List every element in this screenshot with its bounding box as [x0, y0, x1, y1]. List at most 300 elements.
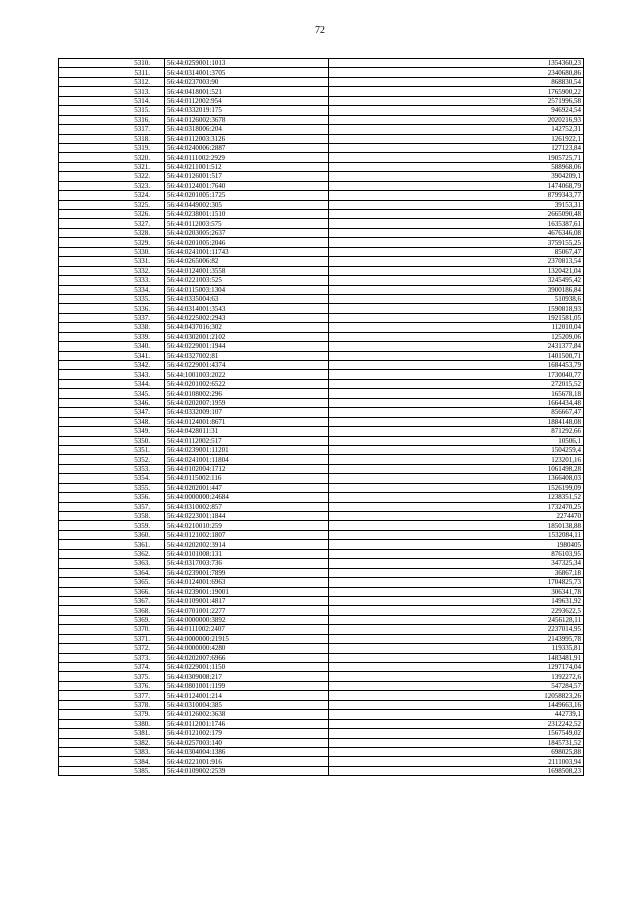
cadastral-number-cell: 56:44:0124001:6963	[165, 578, 329, 587]
table-row	[59, 332, 584, 341]
row-number-cell: 5376.	[59, 681, 165, 690]
cadastral-value-cell: 1684453,79	[329, 361, 584, 370]
row-number-cell: 5311.	[59, 68, 165, 77]
cadastral-value-cell: 2370813,54	[329, 257, 584, 266]
table-row	[59, 578, 584, 587]
cadastral-value-cell: 1884148,08	[329, 417, 584, 426]
cadastral-value-cell: 306341,78	[329, 587, 584, 596]
cadastral-number-cell: 56:44:0801001:1199	[165, 681, 329, 690]
cadastral-number-cell: 56:44:0124001:7640	[165, 181, 329, 190]
row-number-cell: 5357.	[59, 502, 165, 511]
cadastral-value-cell: 3904209,1	[329, 172, 584, 181]
table-row	[59, 219, 584, 228]
table-row	[59, 59, 584, 68]
table-row	[59, 238, 584, 247]
row-number-cell: 5361.	[59, 540, 165, 549]
row-number-cell: 5338.	[59, 323, 165, 332]
cadastral-value-cell: 876103,95	[329, 549, 584, 558]
cadastral-value-cell: 1635387,61	[329, 219, 584, 228]
cadastral-number-cell: 56:44:0418001:521	[165, 87, 329, 96]
cadastral-value-cell: 1698508,23	[329, 766, 584, 775]
table-row	[59, 379, 584, 388]
row-number-cell: 5342.	[59, 361, 165, 370]
cadastral-value-cell: 1392272,6	[329, 672, 584, 681]
table-row	[59, 389, 584, 398]
table-row	[59, 228, 584, 237]
cadastral-value-cell: 1297174,04	[329, 663, 584, 672]
row-number-cell: 5377.	[59, 691, 165, 700]
cadastral-value-cell: 442739,1	[329, 710, 584, 719]
row-number-cell: 5321.	[59, 162, 165, 171]
row-number-cell: 5347.	[59, 408, 165, 417]
table-row	[59, 615, 584, 624]
table-row	[59, 710, 584, 719]
cadastral-number-cell: 56:44:0126002:3678	[165, 115, 329, 124]
cadastral-value-cell: 3245495,42	[329, 276, 584, 285]
table-row	[59, 294, 584, 303]
row-number-cell: 5317.	[59, 125, 165, 134]
row-number-cell: 5367.	[59, 596, 165, 605]
table-row	[59, 125, 584, 134]
table-row	[59, 247, 584, 256]
row-number-cell: 5350.	[59, 436, 165, 445]
cadastral-number-cell: 56:44:0000000:3892	[165, 615, 329, 624]
cadastral-value-cell: 12058823,26	[329, 691, 584, 700]
row-number-cell: 5351.	[59, 445, 165, 454]
row-number-cell: 5332.	[59, 266, 165, 275]
row-number-cell: 5343.	[59, 370, 165, 379]
cadastral-number-cell: 56:44:0238001:1510	[165, 210, 329, 219]
cadastral-number-cell: 56:44:0000000:4280	[165, 644, 329, 653]
cadastral-number-cell: 56:44:0239001:19001	[165, 587, 329, 596]
table-row	[59, 455, 584, 464]
table-row	[59, 625, 584, 634]
cadastral-value-cell: 1401500,71	[329, 351, 584, 360]
table-row	[59, 663, 584, 672]
cadastral-number-cell: 56:44:0310002:857	[165, 502, 329, 511]
cadastral-number-cell: 56:44:0112003:3126	[165, 134, 329, 143]
table-row	[59, 313, 584, 322]
cadastral-number-cell: 56:44:0314001:3543	[165, 304, 329, 313]
row-number-cell: 5320.	[59, 153, 165, 162]
table-row	[59, 134, 584, 143]
table-row	[59, 606, 584, 615]
table-row	[59, 323, 584, 332]
cadastral-number-cell: 56:44:0437016:302	[165, 323, 329, 332]
row-number-cell: 5359.	[59, 521, 165, 530]
row-number-cell: 5337.	[59, 313, 165, 322]
row-number-cell: 5313.	[59, 87, 165, 96]
cadastral-number-cell: 56:44:0112002:954	[165, 96, 329, 105]
table-row	[59, 427, 584, 436]
cadastral-value-cell: 1366408,03	[329, 474, 584, 483]
table-row	[59, 549, 584, 558]
cadastral-value-cell: 510938,6	[329, 294, 584, 303]
cadastral-number-cell: 56:44:0111002:2407	[165, 625, 329, 634]
table-row	[59, 370, 584, 379]
table-row	[59, 596, 584, 605]
row-number-cell: 5365.	[59, 578, 165, 587]
table-row	[59, 200, 584, 209]
row-number-cell: 5312.	[59, 77, 165, 86]
cadastral-value-cell: 142752,31	[329, 125, 584, 134]
table-row	[59, 766, 584, 775]
cadastral-value-cell: 1704825,73	[329, 578, 584, 587]
cadastral-number-cell: 56:44:0240006:2887	[165, 143, 329, 152]
cadastral-value-cell: 2020216,93	[329, 115, 584, 124]
cadastral-number-cell: 56:44:0239001:11201	[165, 445, 329, 454]
row-number-cell: 5372.	[59, 644, 165, 653]
row-number-cell: 5358.	[59, 512, 165, 521]
cadastral-value-cell: 127123,84	[329, 143, 584, 152]
cadastral-value-cell: 547284,57	[329, 681, 584, 690]
row-number-cell: 5324.	[59, 191, 165, 200]
cadastral-number-cell: 56:44:0332019:175	[165, 106, 329, 115]
cadastral-value-cell: 588968,06	[329, 162, 584, 171]
table-row	[59, 276, 584, 285]
row-number-cell: 5371.	[59, 634, 165, 643]
table-row	[59, 445, 584, 454]
cadastral-number-cell: 56:44:0265006:82	[165, 257, 329, 266]
cadastral-number-cell: 56:44:0202007:1959	[165, 398, 329, 407]
cadastral-value-cell: 2111003,94	[329, 757, 584, 766]
table-row	[59, 87, 584, 96]
row-number-cell: 5333.	[59, 276, 165, 285]
cadastral-value-cell: 125209,06	[329, 332, 584, 341]
table-row	[59, 257, 584, 266]
cadastral-number-cell: 56:44:0201005:1725	[165, 191, 329, 200]
table-row	[59, 559, 584, 568]
row-number-cell: 5354.	[59, 474, 165, 483]
cadastral-value-cell: 149631,92	[329, 596, 584, 605]
table-row	[59, 729, 584, 738]
row-number-cell: 5353.	[59, 464, 165, 473]
cadastral-value-cell: 1730040,77	[329, 370, 584, 379]
row-number-cell: 5349.	[59, 427, 165, 436]
cadastral-value-cell: 2456128,11	[329, 615, 584, 624]
page-number: 72	[315, 25, 325, 36]
row-number-cell: 5319.	[59, 143, 165, 152]
table-row	[59, 304, 584, 313]
row-number-cell: 5356.	[59, 493, 165, 502]
cadastral-number-cell: 56:44:0124001:214	[165, 691, 329, 700]
cadastral-number-cell: 56:44:0304004:1386	[165, 747, 329, 756]
row-number-cell: 5362.	[59, 549, 165, 558]
row-number-cell: 5385.	[59, 766, 165, 775]
row-number-cell: 5327.	[59, 219, 165, 228]
cadastral-value-cell: 1061498,28	[329, 464, 584, 473]
table-row	[59, 181, 584, 190]
cadastral-number-cell: 56:44:0101008:131	[165, 549, 329, 558]
table-row	[59, 408, 584, 417]
cadastral-value-cell: 119335,81	[329, 644, 584, 653]
row-number-cell: 5383.	[59, 747, 165, 756]
table-row	[59, 700, 584, 709]
table-row	[59, 747, 584, 756]
row-number-cell: 5346.	[59, 398, 165, 407]
cadastral-number-cell: 56:44:0202001:447	[165, 483, 329, 492]
cadastral-value-cell: 36867,18	[329, 568, 584, 577]
cadastral-number-cell: 56:44:0237003:90	[165, 77, 329, 86]
table-row	[59, 342, 584, 351]
row-number-cell: 5315.	[59, 106, 165, 115]
cadastral-number-cell: 56:44:0241001:11743	[165, 247, 329, 256]
table-row	[59, 77, 584, 86]
cadastral-value-cell: 1567549,02	[329, 729, 584, 738]
table-row	[59, 757, 584, 766]
table-row	[59, 106, 584, 115]
cadastral-number-cell: 56:44:0126001:517	[165, 172, 329, 181]
cadastral-value-cell: 123201,16	[329, 455, 584, 464]
table-row	[59, 540, 584, 549]
cadastral-value-cell: 10506,1	[329, 436, 584, 445]
row-number-cell: 5380.	[59, 719, 165, 728]
cadastral-value-cell: 1664434,48	[329, 398, 584, 407]
table-row	[59, 191, 584, 200]
row-number-cell: 5364.	[59, 568, 165, 577]
row-number-cell: 5334.	[59, 285, 165, 294]
cadastral-number-cell: 56:44:0302001:2102	[165, 332, 329, 341]
cadastral-value-cell: 1532084,11	[329, 530, 584, 539]
table-row	[59, 115, 584, 124]
cadastral-value-cell: 1765900,22	[329, 87, 584, 96]
cadastral-value-cell: 4676346,08	[329, 228, 584, 237]
table-row	[59, 68, 584, 77]
cadastral-number-cell: 56:44:0239001:7899	[165, 568, 329, 577]
cadastral-value-cell: 2340680,86	[329, 68, 584, 77]
cadastral-value-cell: 2312242,52	[329, 719, 584, 728]
cadastral-value-cell: 1980405	[329, 540, 584, 549]
row-number-cell: 5381.	[59, 729, 165, 738]
cadastral-value-cell: 1590818,93	[329, 304, 584, 313]
table-row	[59, 266, 584, 275]
table-row	[59, 172, 584, 181]
cadastral-value-cell: 1504259,4	[329, 445, 584, 454]
cadastral-number-cell: 56:44:0124001:3558	[165, 266, 329, 275]
cadastral-number-cell: 56:44:0126002:3638	[165, 710, 329, 719]
cadastral-number-cell: 56:44:0318006:204	[165, 125, 329, 134]
cadastral-value-cell: 112010,04	[329, 323, 584, 332]
cadastral-number-cell: 56:44:0121002:1807	[165, 530, 329, 539]
cadastral-value-cell: 868830,54	[329, 77, 584, 86]
cadastral-number-cell: 56:44:0201002:6522	[165, 379, 329, 388]
table-row	[59, 738, 584, 747]
cadastral-value-cell: 1921581,05	[329, 313, 584, 322]
cadastral-value-cell: 165678,18	[329, 389, 584, 398]
cadastral-number-cell: 56:44:0111002:2929	[165, 153, 329, 162]
cadastral-number-cell: 56:44:0108002:296	[165, 389, 329, 398]
cadastral-number-cell: 56:44:0115002:116	[165, 474, 329, 483]
cadastral-value-cell: 2143995,78	[329, 634, 584, 643]
table-body	[59, 59, 584, 776]
row-number-cell: 5310.	[59, 59, 165, 68]
table-row	[59, 634, 584, 643]
table-row	[59, 361, 584, 370]
cadastral-number-cell: 56:44:0203005:2637	[165, 228, 329, 237]
cadastral-number-cell: 56:44:0259001:1013	[165, 59, 329, 68]
cadastral-value-cell: 2274470	[329, 512, 584, 521]
table-row	[59, 644, 584, 653]
cadastral-value-cell: 698025,88	[329, 747, 584, 756]
cadastral-number-cell: 56:44:0109001:4817	[165, 596, 329, 605]
cadastral-number-cell: 56:44:0449002:305	[165, 200, 329, 209]
cadastral-value-cell: 2237014,95	[329, 625, 584, 634]
table-row	[59, 285, 584, 294]
table-row	[59, 398, 584, 407]
row-number-cell: 5379.	[59, 710, 165, 719]
table-row	[59, 474, 584, 483]
table-row	[59, 521, 584, 530]
table-row	[59, 153, 584, 162]
row-number-cell: 5355.	[59, 483, 165, 492]
cadastral-value-cell: 2431377,84	[329, 342, 584, 351]
row-number-cell: 5348.	[59, 417, 165, 426]
cadastral-number-cell: 56:44:0221003:525	[165, 276, 329, 285]
cadastral-number-cell: 56:44:0241001:11804	[165, 455, 329, 464]
cadastral-value-cell: 3759155,25	[329, 238, 584, 247]
cadastral-value-cell: 946924,54	[329, 106, 584, 115]
cadastral-value-cell: 8799343,77	[329, 191, 584, 200]
cadastral-value-cell: 1320421,04	[329, 266, 584, 275]
cadastral-value-cell: 2665090,48	[329, 210, 584, 219]
cadastral-value-cell: 39153,31	[329, 200, 584, 209]
cadastral-value-cell: 85067,47	[329, 247, 584, 256]
cadastral-value-cell: 347325,34	[329, 559, 584, 568]
table-row	[59, 493, 584, 502]
cadastral-number-cell: 56:44:0327002:81	[165, 351, 329, 360]
cadastral-number-cell: 56:44:0112002:517	[165, 436, 329, 445]
row-number-cell: 5344.	[59, 379, 165, 388]
table-row	[59, 210, 584, 219]
cadastral-number-cell: 56:44:0701001:2277	[165, 606, 329, 615]
row-number-cell: 5336.	[59, 304, 165, 313]
table-row	[59, 351, 584, 360]
row-number-cell: 5370.	[59, 625, 165, 634]
cadastral-number-cell: 56:44:0257003:140	[165, 738, 329, 747]
cadastral-value-cell: 1449663,16	[329, 700, 584, 709]
table-row	[59, 502, 584, 511]
row-number-cell: 5328.	[59, 228, 165, 237]
table-row	[59, 587, 584, 596]
cadastral-number-cell: 56:44:0229001:1150	[165, 663, 329, 672]
cadastral-number-cell: 56:44:0309008:217	[165, 672, 329, 681]
row-number-cell: 5335.	[59, 294, 165, 303]
cadastral-value-cell: 871292,66	[329, 427, 584, 436]
cadastral-number-cell: 56:44:0317003:736	[165, 559, 329, 568]
cadastral-number-cell: 56:44:0202007:6966	[165, 653, 329, 662]
cadastral-value-cell: 1474068,79	[329, 181, 584, 190]
cadastral-number-cell: 56:44:0229001:1944	[165, 342, 329, 351]
cadastral-number-cell: 56:44:0201005:2046	[165, 238, 329, 247]
cadastral-value-cell: 1261922,1	[329, 134, 584, 143]
cadastral-number-cell: 56:44:0112001:1746	[165, 719, 329, 728]
cadastral-value-cell: 1732470,25	[329, 502, 584, 511]
table-row	[59, 530, 584, 539]
row-number-cell: 5373.	[59, 653, 165, 662]
table-row	[59, 162, 584, 171]
table-row	[59, 143, 584, 152]
table-row	[59, 512, 584, 521]
row-number-cell: 5340.	[59, 342, 165, 351]
row-number-cell: 5366.	[59, 587, 165, 596]
table-row	[59, 417, 584, 426]
row-number-cell: 5330.	[59, 247, 165, 256]
row-number-cell: 5369.	[59, 615, 165, 624]
cadastral-number-cell: 56:44:0310004:385	[165, 700, 329, 709]
cadastral-number-cell: 56:44:0121002:179	[165, 729, 329, 738]
table-row	[59, 483, 584, 492]
cadastral-value-cell: 1905725,71	[329, 153, 584, 162]
cadastral-number-cell: 56:44:0000000:21915	[165, 634, 329, 643]
cadastral-value-cell: 2293622,5	[329, 606, 584, 615]
row-number-cell: 5384.	[59, 757, 165, 766]
row-number-cell: 5360.	[59, 530, 165, 539]
cadastral-number-cell: 56:44:0211001:512	[165, 162, 329, 171]
cadastral-value-cell: 1845731,52	[329, 738, 584, 747]
row-number-cell: 5323.	[59, 181, 165, 190]
table-row	[59, 719, 584, 728]
cadastral-number-cell: 56:44:0335004:63	[165, 294, 329, 303]
table-row	[59, 436, 584, 445]
cadastral-number-cell: 56:44:0221001:916	[165, 757, 329, 766]
cadastral-value-cell: 856667,47	[329, 408, 584, 417]
row-number-cell: 5375.	[59, 672, 165, 681]
row-number-cell: 5374.	[59, 663, 165, 672]
row-number-cell: 5318.	[59, 134, 165, 143]
cadastral-number-cell: 56:44:0112003:575	[165, 219, 329, 228]
cadastral-number-cell: 56:44:0332009:107	[165, 408, 329, 417]
cadastral-value-cell: 1850138,88	[329, 521, 584, 530]
row-number-cell: 5325.	[59, 200, 165, 209]
row-number-cell: 5331.	[59, 257, 165, 266]
cadastral-number-cell: 56:44:0202002:3914	[165, 540, 329, 549]
cadastral-value-cell: 1526199,09	[329, 483, 584, 492]
row-number-cell: 5314.	[59, 96, 165, 105]
row-number-cell: 5363.	[59, 559, 165, 568]
cadastral-number-cell: 56:44:0102004:1712	[165, 464, 329, 473]
table-row	[59, 464, 584, 473]
cadastral-number-cell: 56:44:0223001:1844	[165, 512, 329, 521]
row-number-cell: 5339.	[59, 332, 165, 341]
cadastral-number-cell: 56:44:0124001:8671	[165, 417, 329, 426]
cadastral-number-cell: 56:44:0000000:24684	[165, 493, 329, 502]
cadastral-value-cell: 1354360,23	[329, 59, 584, 68]
cadastral-number-cell: 56:44:0210010:259	[165, 521, 329, 530]
cadastral-value-table	[58, 58, 584, 776]
table-row	[59, 96, 584, 105]
table-row	[59, 653, 584, 662]
row-number-cell: 5352.	[59, 455, 165, 464]
row-number-cell: 5316.	[59, 115, 165, 124]
cadastral-number-cell: 56:44:1001003:2022	[165, 370, 329, 379]
cadastral-number-cell: 56:44:0314001:3705	[165, 68, 329, 77]
table-row	[59, 672, 584, 681]
cadastral-value-cell: 1238351,52	[329, 493, 584, 502]
cadastral-value-cell: 2571996,58	[329, 96, 584, 105]
table-row	[59, 681, 584, 690]
row-number-cell: 5368.	[59, 606, 165, 615]
cadastral-number-cell: 56:44:0229001:4374	[165, 361, 329, 370]
row-number-cell: 5378.	[59, 700, 165, 709]
row-number-cell: 5322.	[59, 172, 165, 181]
row-number-cell: 5341.	[59, 351, 165, 360]
table-row	[59, 691, 584, 700]
row-number-cell: 5326.	[59, 210, 165, 219]
cadastral-value-cell: 3900186,84	[329, 285, 584, 294]
row-number-cell: 5329.	[59, 238, 165, 247]
cadastral-number-cell: 56:44:0428011:31	[165, 427, 329, 436]
cadastral-value-cell: 1483481,91	[329, 653, 584, 662]
